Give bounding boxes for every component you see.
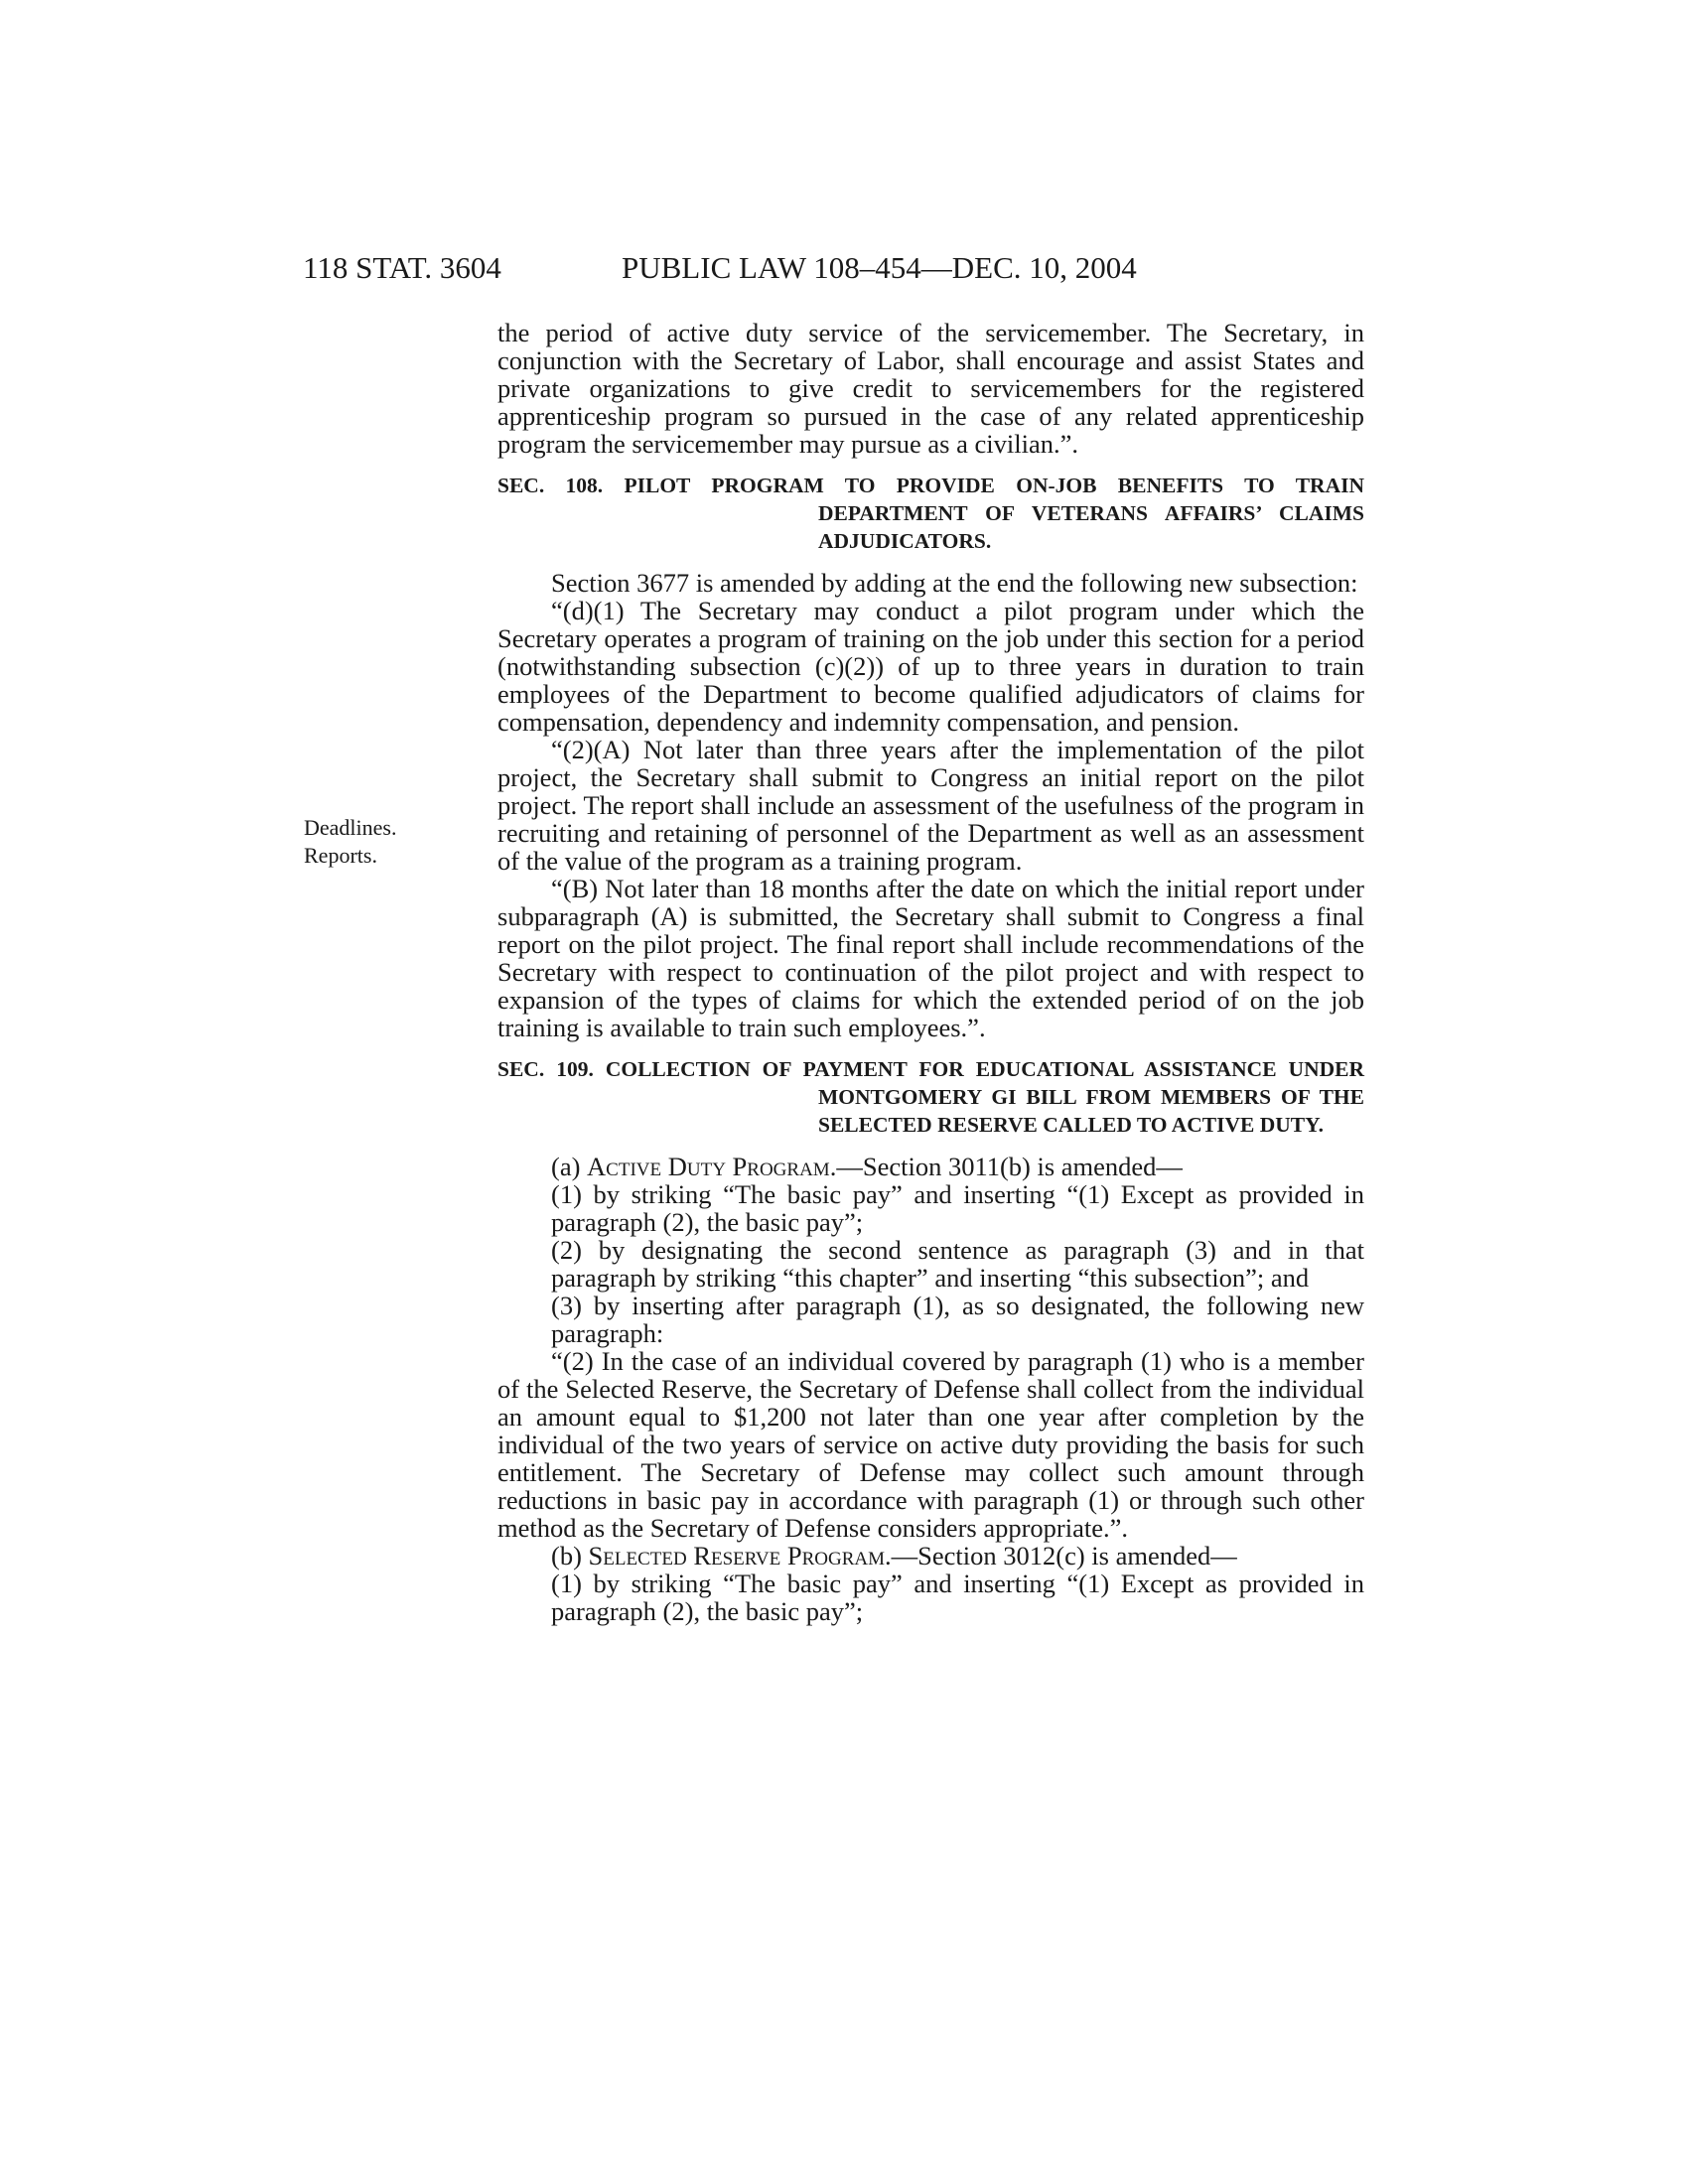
subsection-a-label: (a): [551, 1152, 581, 1181]
margin-notes: [304, 814, 443, 870]
subsection-b-title: Selected Reserve Program: [588, 1541, 886, 1570]
subsection-a-quoted-paragraph: “(2) In the case of an individual covered by paragraph (1) who is a member of the Selected Reserve, the Secretary of Defense shall collect from the individual an amount equal to $1,200 not later than one year after completion by the individual of the two years of service on active duty providing the basis for such entitlement. The Secretary of Defense may collect such amount through reductions in basic pay in accordance with paragraph (1) or through such other method as the Secretary of Defense considers appropriate.”.: [497, 1346, 1364, 1543]
section-109-subsection-b: [497, 1542, 1364, 1570]
public-law-citation: PUBLIC LAW 108–454—DEC. 10, 2004: [622, 250, 1137, 285]
body-text: [497, 319, 1364, 1625]
page-header: [0, 248, 1688, 288]
section-109-heading: SEC. 109. COLLECTION OF PAYMENT FOR EDUCATIONAL ASSISTANCE UNDER MONTGOMERY GI BILL FROM MEMBERS OF THE SELECTED RESERVE CALLED TO ACTIVE DUTY.: [497, 1057, 1364, 1137]
section-108-subsection-d1: “(d)(1) The Secretary may conduct a pilot program under which the Secretary operates a program of training on the job under this section for a period (notwithstanding subsection (c)(2)) of up to three years in duration to train employees of the Department to become qualified adjudicators of claims for compensation, dependency and indemnity compensation, and pension.: [497, 596, 1364, 737]
statute-page-number: 118 STAT. 3604: [303, 250, 501, 285]
section-108-subsection-d2a: “(2)(A) Not later than three years after the implementation of the pilot project, the Secretary shall submit to Congress an initial report on the pilot project. The report shall include an assessment of the usefulness of the program in recruiting and retaining of personnel of the Department as well as an assessment of the value of the program as a training program.: [497, 735, 1364, 876]
subsection-a-paragraph-1: (1) by striking “The basic pay” and inserting “(1) Except as provided in paragraph (2), the basic pay”;: [551, 1179, 1364, 1237]
subsection-a-title: Active Duty Program: [587, 1152, 830, 1181]
section-108-heading: SEC. 108. PILOT PROGRAM TO PROVIDE ON-JOB BENEFITS TO TRAIN DEPARTMENT OF VETERANS AFFAIRS’ CLAIMS ADJUDICATORS.: [497, 474, 1364, 553]
margin-note-deadlines: Deadlines.: [304, 815, 397, 840]
subsection-b-paragraph-1: (1) by striking “The basic pay” and inserting “(1) Except as provided in paragraph (2), the basic pay”;: [551, 1569, 1364, 1626]
subsection-a-paragraph-3: (3) by inserting after paragraph (1), as so designated, the following new paragraph:: [551, 1291, 1364, 1348]
subsection-b-label: (b): [551, 1541, 582, 1570]
continued-paragraph: the period of active duty service of the servicemember. The Secretary, in conjunction with the Secretary of Labor, shall encourage and assist States and private organizations to give credit to servicemembers for the registered apprenticeship program so pursued in the case of any related apprenticeship program the servicemember may pursue as a civilian.”.: [497, 318, 1364, 459]
section-109-subsection-a: [497, 1153, 1364, 1180]
subsection-a-text: .—Section 3011(b) is amended—: [829, 1152, 1183, 1181]
subsection-b-text: .—Section 3012(c) is amended—: [885, 1541, 1237, 1570]
margin-note-reports: Reports.: [304, 843, 377, 868]
section-108-intro: Section 3677 is amended by adding at the end the following new subsection:: [551, 568, 1358, 598]
subsection-a-paragraph-2: (2) by designating the second sentence as paragraph (3) and in that paragraph by striking “this chapter” and inserting “this subsection”; and: [551, 1235, 1364, 1293]
section-108-subsection-d2b: “(B) Not later than 18 months after the date on which the initial report under subparagraph (A) is submitted, the Secretary shall submit to Congress a final report on the pilot project. The final report shall include recommendations of the Secretary with respect to continuation of the pilot project and with respect to expansion of the types of claims for which the extended period of on the job training is available to train such employees.”.: [497, 874, 1364, 1042]
